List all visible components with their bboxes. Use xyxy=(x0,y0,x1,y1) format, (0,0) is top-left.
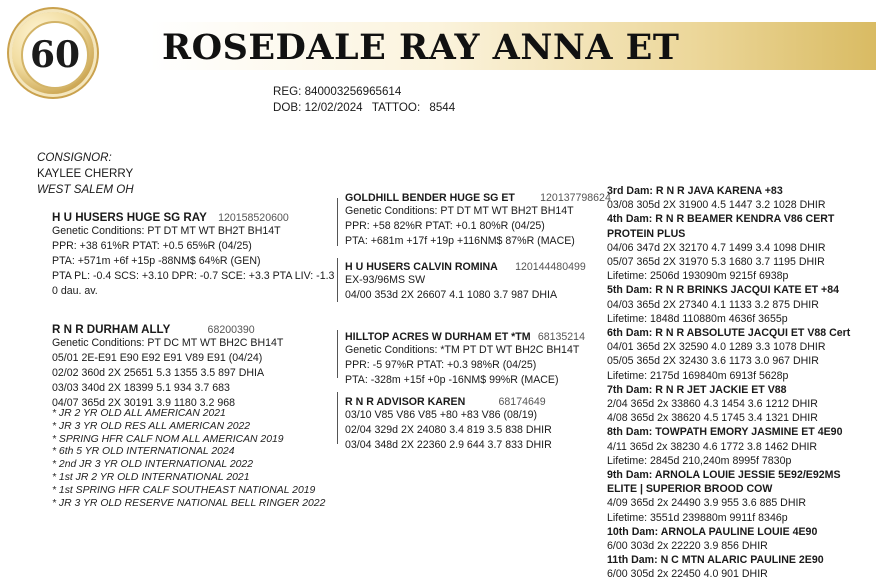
sire-details xyxy=(52,224,334,299)
achievement-item: * JR 3 YR OLD RESERVE NATIONAL BELL RINGER 2022 xyxy=(52,497,326,509)
tattoo-label: TATTOO: xyxy=(371,101,421,114)
dam-achievements xyxy=(52,408,325,510)
dam-dam-line: 02/04 329d 2X 24080 3.4 819 3.5 838 DHIR xyxy=(345,424,552,436)
dam-dam-details xyxy=(345,408,552,453)
ancestor-dam-record: Lifetime: 2845d 210,240m 8995f 7830p xyxy=(607,454,792,467)
ancestor-dam-record: 04/06 347d 2X 32170 4.7 1499 3.4 1098 DHIR xyxy=(607,241,826,254)
lot-number-badge xyxy=(12,12,94,94)
sire-pedigree-connector xyxy=(337,198,338,246)
sire-dam-line: EX-93/96MS SW xyxy=(345,274,426,286)
ancestor-dam-heading: 8th Dam: TOWPATH EMORY JASMINE ET 4E90 xyxy=(607,426,843,439)
animal-name: ROSEDALE RAY ANNA ET xyxy=(162,27,680,68)
dam-dam-reg: 68174649 xyxy=(498,396,546,408)
dam-sire-line: PPR: -5 97%R PTAT: +0.3 98%R (04/25) xyxy=(345,359,537,371)
dam-line: 03/03 340d 2X 18399 5.1 934 3.7 683 xyxy=(52,382,230,394)
ancestor-dam-heading: ELITE | SUPERIOR BROOD COW xyxy=(607,483,773,496)
reg-label: REG: xyxy=(273,85,302,98)
sire-line: 0 dau. av. xyxy=(52,285,98,297)
sire-line: PTA PL: -0.4 SCS: +3.10 DPR: -0.7 SCE: +3.3 PTA LIV: -1.3 xyxy=(52,270,335,282)
sire-sire-name: GOLDHILL BENDER HUGE SG ET xyxy=(345,192,515,204)
achievement-item: * 1st JR 2 YR OLD INTERNATIONAL 2021 xyxy=(52,471,250,483)
sire-reg: 120158520600 xyxy=(218,212,289,224)
achievement-item: * JR 3 YR OLD RES ALL AMERICAN 2022 xyxy=(52,420,251,432)
consignor-location: WEST SALEM OH xyxy=(37,183,134,196)
lot-number: 60 xyxy=(29,34,81,76)
ancestor-dam-record: Lifetime: 3551d 239880m 9911f 8346p xyxy=(607,511,788,524)
sire-dam-reg: 120144480499 xyxy=(515,261,586,273)
dob-value: 12/02/2024 xyxy=(304,101,363,114)
sire-sire-line: PPR: +58 82%R PTAT: +0.1 80%R (04/25) xyxy=(345,220,545,232)
sire-line: Genetic Conditions: PT DT MT WT BH2T BH14T xyxy=(52,225,281,237)
ancestor-dam-record: Lifetime: 2506d 193090m 9215f 6938p xyxy=(607,270,789,283)
achievement-item: * SPRING HFR CALF NOM ALL AMERICAN 2019 xyxy=(52,433,284,445)
dam-sire-details xyxy=(345,343,579,388)
dam-line: 05/01 2E-E91 E90 E92 E91 V89 E91 (04/24) xyxy=(52,352,263,364)
ancestor-dam-record: 2/04 365d 2x 33860 4.3 1454 3.6 1212 DHIR xyxy=(607,398,818,411)
ancestor-dam-heading: 3rd Dam: R N R JAVA KARENA +83 xyxy=(607,185,783,197)
ancestor-dam-heading: 11th Dam: N C MTN ALARIC PAULINE 2E90 xyxy=(607,554,824,567)
achievement-item: * 6th 5 YR OLD INTERNATIONAL 2024 xyxy=(52,446,235,458)
sire-name: H U HUSERS HUGE SG RAY xyxy=(52,211,207,224)
consignor-name: KAYLEE CHERRY xyxy=(37,167,134,180)
dam-pedigree-connector xyxy=(337,330,338,378)
dam-dam-line: 03/04 348d 2X 22360 2.9 644 3.7 833 DHIR xyxy=(345,439,552,451)
dam-name: R N R DURHAM ALLY xyxy=(52,323,171,336)
ancestor-dam-heading: 6th Dam: R N R ABSOLUTE JACQUI ET V88 Cert xyxy=(607,327,851,340)
dob-label: DOB: xyxy=(273,101,302,114)
sire-sire-line: Genetic Conditions: PT DT MT WT BH2T BH14T xyxy=(345,205,574,217)
dam-sire-reg: 68135214 xyxy=(537,331,585,343)
ancestor-dam-record: 04/01 365d 2X 32590 4.0 1289 3.3 1078 DHIR xyxy=(607,341,826,354)
ancestor-dam-record: 4/11 365d 2x 38230 4.6 1772 3.8 1462 DHIR xyxy=(607,440,818,453)
ancestor-dam-record: 4/08 365d 2x 38620 4.5 1745 3.4 1321 DHIR xyxy=(607,412,818,425)
dam-line: 04/07 365d 2X 30191 3.9 1180 3.2 968 xyxy=(52,397,236,409)
sire-sire-line: PTA: +681m +17f +19p +116NM$ 87%R (MACE) xyxy=(345,235,575,247)
ancestor-dam-heading: PROTEIN PLUS xyxy=(607,227,686,240)
sire-sire-details xyxy=(345,204,575,249)
dam-reg: 68200390 xyxy=(207,324,255,336)
lot-badge-inner xyxy=(21,21,89,89)
ancestor-dam-record: 6/00 303d 2x 22220 3.9 856 DHIR xyxy=(607,540,768,553)
reg-number: 840003256965614 xyxy=(304,85,402,98)
dam-details xyxy=(52,336,283,411)
dam-sire-line: PTA: -328m +15f +0p -16NM$ 99%R (MACE) xyxy=(345,374,559,386)
ancestor-dam-record: 03/08 305d 2X 31900 4.5 1447 3.2 1028 DHIR xyxy=(607,199,826,212)
dam-line: Genetic Conditions: PT DC MT WT BH2C BH14T xyxy=(52,337,284,349)
achievement-item: * 2nd JR 3 YR OLD INTERNATIONAL 2022 xyxy=(52,459,253,471)
ancestor-dam-heading: 10th Dam: ARNOLA PAULINE LOUIE 4E90 xyxy=(607,525,818,538)
dam-pedigree-connector xyxy=(337,392,338,444)
ancestor-dam-heading: 5th Dam: R N R BRINKS JACQUI KATE ET +84 xyxy=(607,284,840,297)
sire-dam-details xyxy=(345,273,557,303)
dam-dam-line: 03/10 V85 V86 V85 +80 +83 V86 (08/19) xyxy=(345,409,538,421)
registration-line xyxy=(273,84,401,99)
tattoo-value: 8544 xyxy=(429,101,456,114)
maternal-family-list xyxy=(607,184,850,582)
ancestor-dam-record: Lifetime: 2175d 169840m 6913f 5628p xyxy=(607,369,789,382)
sire-dam-name: H U HUSERS CALVIN ROMINA xyxy=(345,261,498,273)
consignor-heading: CONSIGNOR: xyxy=(37,151,112,164)
dam-line: 02/02 360d 2X 25651 5.3 1355 3.5 897 DHIA xyxy=(52,367,265,379)
sire-pedigree-connector xyxy=(337,258,338,302)
ancestor-dam-heading: 4th Dam: R N R BEAMER KENDRA V86 CERT xyxy=(607,213,835,226)
achievement-item: * 1st SPRING HFR CALF SOUTHEAST NATIONAL 2019 xyxy=(52,484,316,496)
ancestor-dam-heading: 9th Dam: ARNOLA LOUIE JESSIE 5E92/E92MS xyxy=(607,469,841,482)
ancestor-dam-record: 05/05 365d 2X 32430 3.6 1173 3.0 967 DHIR xyxy=(607,355,819,368)
ancestor-dam-record: 04/03 365d 2X 27340 4.1 1133 3.2 875 DHIR xyxy=(607,298,819,311)
sire-dam-line: 04/00 353d 2X 26607 4.1 1080 3.7 987 DHIA xyxy=(345,289,558,301)
dam-sire-line: Genetic Conditions: *TM PT DT WT BH2C BH14T xyxy=(345,344,580,356)
ancestor-dam-record: 4/09 365d 2x 24490 3.9 955 3.6 885 DHIR xyxy=(607,497,807,510)
dam-dam-name: R N R ADVISOR KAREN xyxy=(345,396,466,408)
dam-sire-name: HILLTOP ACRES W DURHAM ET *TM xyxy=(345,331,531,343)
birth-tattoo-line xyxy=(273,100,455,115)
achievement-item: * JR 2 YR OLD ALL AMERICAN 2021 xyxy=(52,408,226,419)
ancestor-dam-record: 6/00 305d 2x 22450 4.0 901 DHIR xyxy=(607,568,768,581)
ancestor-dam-heading: 7th Dam: R N R JET JACKIE ET V88 xyxy=(607,383,787,396)
sire-line: PPR: +38 61%R PTAT: +0.5 65%R (04/25) xyxy=(52,240,252,252)
ancestor-dam-record: Lifetime: 1848d 110880m 4636f 3655p xyxy=(607,312,788,325)
ancestor-dam-record: 05/07 365d 2X 31970 5.3 1680 3.7 1195 DHIR xyxy=(607,256,825,269)
sire-sire-reg: 120137798624 xyxy=(540,192,611,204)
sire-line: PTA: +571m +6f +15p -88NM$ 64%R (GEN) xyxy=(52,255,261,267)
